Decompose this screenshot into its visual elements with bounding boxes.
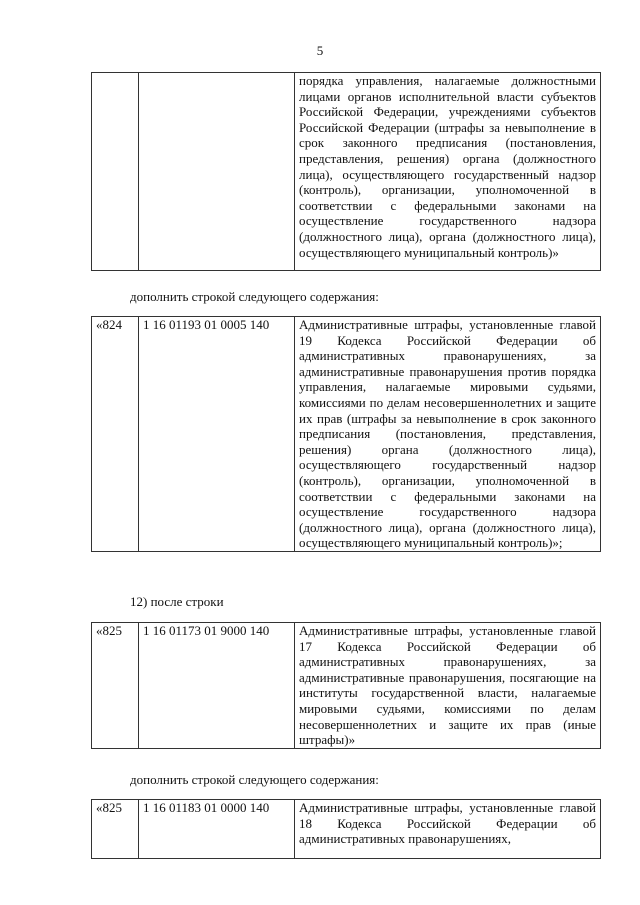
row-number-cell: «824 (92, 317, 139, 552)
table-continuation (91, 72, 601, 271)
description-cell: Административные штрафы, установленные главой 17 Кодекса Российской Федерации об административных правонарушениях, за административные правонарушения, посягающие на институты государственной власти, налагаемые мировыми судьями, комиссиями по делам несовершеннолетних и защите их прав (иные штрафы)» (295, 623, 601, 749)
description-cell: Административные штрафы, установленные главой 18 Кодекса Российской Федерации об административных правонарушениях, (295, 800, 601, 859)
instruction-paragraph: дополнить строкой следующего содержания: (130, 289, 379, 304)
description-cell: Административные штрафы, установленные главой 19 Кодекса Российской Федерации об административных правонарушениях, за административные правонарушения против порядка управления, налагаемые мировыми судьями, комиссиями по делам несовершеннолетних и защите их прав (штрафы за невыполнение в срок законного предписания (постановления, представления, решения) органа (должностного лица), осуществляющего государственный надзор (контроль), организации, уполномоченной в соответствии с федеральными законами на осуществление государственного надзора (должностного лица), органа (должностного лица), осуществляющего муниципальный контроль)»; (295, 317, 601, 552)
budget-code-cell: 1 16 01173 01 9000 140 (139, 623, 295, 749)
budget-code-cell: 1 16 01193 01 0005 140 (139, 317, 295, 552)
table-row (92, 623, 601, 749)
table-new-row-825 (91, 799, 601, 859)
table-row (92, 73, 601, 271)
table-row (92, 800, 601, 859)
description-cell: порядка управления, налагаемые должностными лицами органов исполнительной власти субъектов Российской Федерации, учреждениями субъектов Российской Федерации (штрафы за невыполнение в срок законного предписания (постановления, представления, решения) органа (должностного лица), осуществляющего государственный надзор (контроль), организации, уполномоченной в соответствии с федеральными законами на осуществление государственного надзора (должностного лица), органа (должностного лица), осуществляющего муниципальный контроль)» (295, 73, 601, 271)
page-number: 5 (316, 43, 324, 58)
row-number-cell: «825 (92, 800, 139, 859)
row-number-cell (92, 73, 139, 271)
row-number-cell: «825 (92, 623, 139, 749)
table-row-825-existing (91, 622, 601, 749)
instruction-paragraph: 12) после строки (130, 594, 224, 609)
budget-code-cell (139, 73, 295, 271)
instruction-paragraph: дополнить строкой следующего содержания: (130, 772, 379, 787)
table-new-row-824 (91, 316, 601, 552)
budget-code-cell: 1 16 01183 01 0000 140 (139, 800, 295, 859)
table-row (92, 317, 601, 552)
